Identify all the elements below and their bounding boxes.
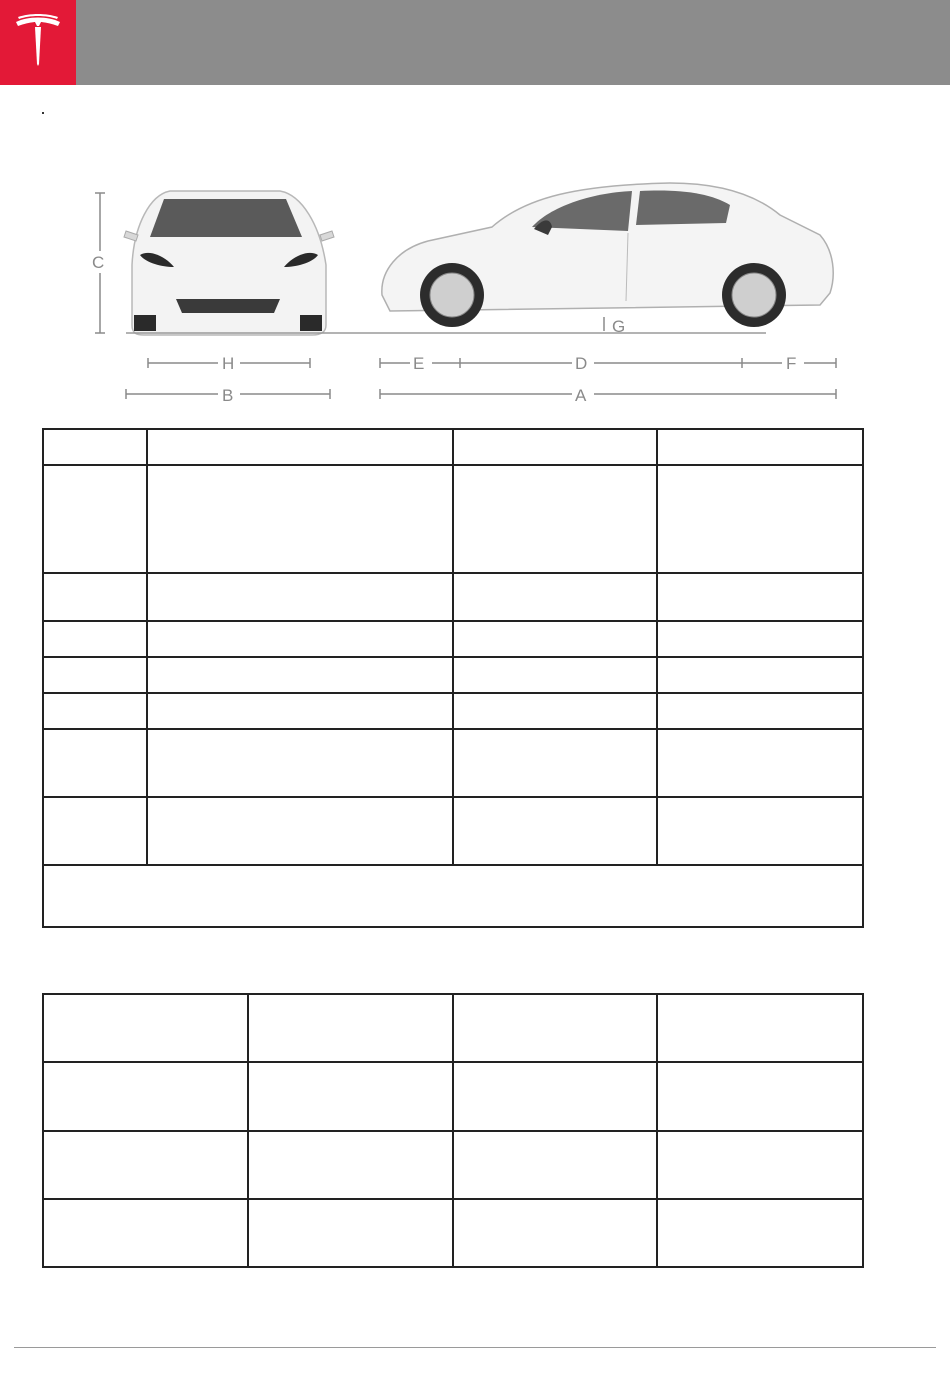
footer-divider bbox=[14, 1347, 936, 1348]
table-row bbox=[43, 693, 863, 729]
table-cell bbox=[657, 465, 863, 573]
dim-label-b: B bbox=[222, 386, 234, 405]
table-cell bbox=[43, 1131, 248, 1199]
table-cell bbox=[43, 994, 248, 1062]
table-footnote-row bbox=[43, 865, 863, 927]
table-cell bbox=[657, 1062, 863, 1131]
table-row bbox=[43, 1199, 863, 1267]
table-cell bbox=[657, 429, 863, 465]
table-row bbox=[43, 429, 863, 465]
table-row bbox=[43, 465, 863, 573]
dim-label-a: A bbox=[575, 386, 587, 405]
table-cell bbox=[147, 621, 453, 657]
table-cell bbox=[453, 1199, 658, 1267]
table-cell bbox=[147, 429, 453, 465]
table-cell bbox=[147, 693, 453, 729]
dim-label-h: H bbox=[222, 354, 235, 373]
table-row bbox=[43, 573, 863, 621]
table-footnote-cell bbox=[43, 865, 863, 927]
table-cell bbox=[248, 994, 453, 1062]
dim-label-c: C bbox=[92, 253, 105, 272]
car-side-view bbox=[382, 183, 833, 327]
table-cell bbox=[453, 729, 658, 797]
table-cell bbox=[43, 1062, 248, 1131]
table-cell bbox=[453, 429, 658, 465]
table-row bbox=[43, 657, 863, 693]
table-cell bbox=[453, 657, 658, 693]
table-cell bbox=[657, 573, 863, 621]
table-row bbox=[43, 1131, 863, 1199]
table-row bbox=[43, 994, 863, 1062]
secondary-table bbox=[42, 993, 864, 1268]
logo-box bbox=[0, 0, 76, 85]
table-cell bbox=[657, 657, 863, 693]
table-cell bbox=[453, 994, 658, 1062]
table-cell bbox=[147, 573, 453, 621]
table-cell bbox=[453, 621, 658, 657]
table-cell bbox=[453, 573, 658, 621]
dim-label-f: F bbox=[786, 354, 797, 373]
table-cell bbox=[43, 429, 147, 465]
table-cell bbox=[248, 1062, 453, 1131]
vehicle-dimensions-figure bbox=[80, 175, 860, 410]
table-cell bbox=[43, 465, 147, 573]
table-cell bbox=[657, 994, 863, 1062]
table-cell bbox=[43, 693, 147, 729]
table-cell bbox=[657, 1131, 863, 1199]
table-cell bbox=[657, 621, 863, 657]
table-row bbox=[43, 621, 863, 657]
table-cell bbox=[147, 465, 453, 573]
table-cell bbox=[453, 465, 658, 573]
table-cell bbox=[657, 797, 863, 865]
dim-label-d: D bbox=[575, 354, 588, 373]
table-cell bbox=[43, 657, 147, 693]
tesla-logo-icon bbox=[12, 14, 64, 70]
table-cell bbox=[453, 1062, 658, 1131]
page-mark bbox=[42, 112, 44, 114]
dim-label-e: E bbox=[413, 354, 425, 373]
table-cell bbox=[43, 621, 147, 657]
table-cell bbox=[657, 729, 863, 797]
car-front-view bbox=[124, 191, 334, 335]
table-cell bbox=[147, 729, 453, 797]
table-cell bbox=[147, 797, 453, 865]
table-row bbox=[43, 729, 863, 797]
table-cell bbox=[43, 1199, 248, 1267]
table-cell bbox=[43, 573, 147, 621]
table-cell bbox=[147, 657, 453, 693]
table-cell bbox=[453, 1131, 658, 1199]
table-cell bbox=[657, 693, 863, 729]
table-cell bbox=[453, 693, 658, 729]
table-cell bbox=[453, 797, 658, 865]
dim-label-g: G bbox=[612, 317, 626, 336]
table-cell bbox=[43, 729, 147, 797]
page-header bbox=[0, 0, 950, 85]
table-cell bbox=[657, 1199, 863, 1267]
table-cell bbox=[43, 797, 147, 865]
table-cell bbox=[248, 1131, 453, 1199]
dimensions-table bbox=[42, 428, 864, 928]
table-row bbox=[43, 1062, 863, 1131]
table-row bbox=[43, 797, 863, 865]
table-cell bbox=[248, 1199, 453, 1267]
